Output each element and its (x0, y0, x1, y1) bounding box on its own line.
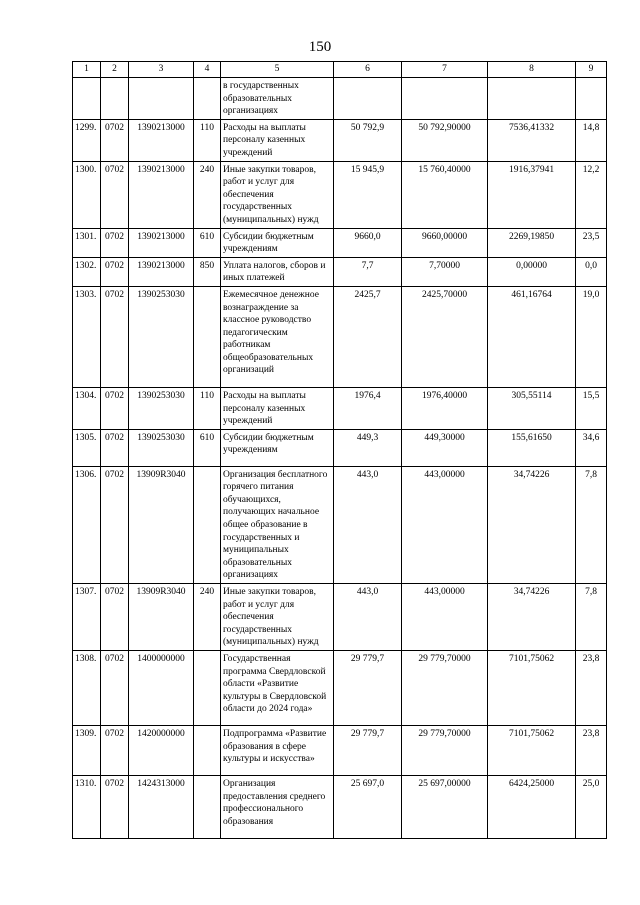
row-number-cell: 1310. (73, 776, 101, 839)
row-number-cell: 1299. (73, 119, 101, 161)
table-row (73, 228, 607, 257)
section-code-cell: 0702 (101, 429, 129, 466)
target-article-cell: 1390253030 (129, 286, 194, 387)
executed-amount-cell (488, 78, 576, 120)
refined-amount-cell: 15 760,40000 (402, 161, 488, 228)
item-name-cell: Расходы на выплаты персоналу казенных учреждений (221, 119, 334, 161)
item-name-cell: Субсидии бюджетным учреждениям (221, 429, 334, 466)
executed-amount-cell: 1916,37941 (488, 161, 576, 228)
table-row (73, 584, 607, 651)
target-article-cell: 13909R3040 (129, 466, 194, 583)
item-name-cell: Организация предоставления среднего профессионального образования (221, 776, 334, 839)
header-cell: 5 (221, 62, 334, 78)
item-name-cell: Иные закупки товаров, работ и услуг для обеспечения государственных (муниципальных) нужд (221, 161, 334, 228)
percent-cell: 19,0 (576, 286, 607, 387)
approved-amount-cell: 7,7 (334, 257, 402, 286)
percent-cell: 12,2 (576, 161, 607, 228)
section-code-cell: 0702 (101, 119, 129, 161)
row-number-cell: 1304. (73, 387, 101, 429)
section-code-cell: 0702 (101, 286, 129, 387)
table-row (73, 651, 607, 726)
executed-amount-cell: 0,00000 (488, 257, 576, 286)
expense-type-cell: 850 (194, 257, 221, 286)
header-row (73, 62, 607, 78)
target-article-cell: 1390213000 (129, 257, 194, 286)
item-name-cell: Государственная программа Свердловской области «Развитие культуры в Свердловской области до 2024 года» (221, 651, 334, 726)
approved-amount-cell: 50 792,9 (334, 119, 402, 161)
header-cell: 9 (576, 62, 607, 78)
section-code-cell: 0702 (101, 726, 129, 776)
percent-cell: 23,8 (576, 726, 607, 776)
executed-amount-cell: 7101,75062 (488, 726, 576, 776)
approved-amount-cell: 29 779,7 (334, 651, 402, 726)
expense-type-cell (194, 466, 221, 583)
header-cell: 4 (194, 62, 221, 78)
table-row (73, 466, 607, 583)
table-row (73, 776, 607, 839)
approved-amount-cell (334, 78, 402, 120)
header-cell: 7 (402, 62, 488, 78)
refined-amount-cell: 2425,70000 (402, 286, 488, 387)
executed-amount-cell: 34,74226 (488, 584, 576, 651)
target-article-cell: 1390213000 (129, 161, 194, 228)
header-cell: 2 (101, 62, 129, 78)
expense-type-cell: 610 (194, 228, 221, 257)
percent-cell: 7,8 (576, 584, 607, 651)
target-article-cell: 1390213000 (129, 119, 194, 161)
item-name-cell: Уплата налогов, сборов и иных платежей (221, 257, 334, 286)
table-row (73, 257, 607, 286)
target-article-cell: 1420000000 (129, 726, 194, 776)
approved-amount-cell: 443,0 (334, 584, 402, 651)
refined-amount-cell: 29 779,70000 (402, 651, 488, 726)
table-row (73, 286, 607, 387)
refined-amount-cell: 1976,40000 (402, 387, 488, 429)
target-article-cell: 1424313000 (129, 776, 194, 839)
item-name-cell: Подпрограмма «Развитие образования в сфере культуры и искусства» (221, 726, 334, 776)
target-article-cell: 13909R3040 (129, 584, 194, 651)
budget-table (72, 61, 607, 839)
expense-type-cell: 610 (194, 429, 221, 466)
refined-amount-cell: 7,70000 (402, 257, 488, 286)
percent-cell: 25,0 (576, 776, 607, 839)
item-name-cell: Расходы на выплаты персоналу казенных учреждений (221, 387, 334, 429)
section-code-cell: 0702 (101, 387, 129, 429)
executed-amount-cell: 2269,19850 (488, 228, 576, 257)
target-article-cell (129, 78, 194, 120)
percent-cell: 23,8 (576, 651, 607, 726)
expense-type-cell (194, 776, 221, 839)
executed-amount-cell: 7101,75062 (488, 651, 576, 726)
percent-cell: 14,8 (576, 119, 607, 161)
approved-amount-cell: 25 697,0 (334, 776, 402, 839)
expense-type-cell: 110 (194, 387, 221, 429)
approved-amount-cell: 1976,4 (334, 387, 402, 429)
expense-type-cell (194, 651, 221, 726)
executed-amount-cell: 6424,25000 (488, 776, 576, 839)
header-cell: 8 (488, 62, 576, 78)
section-code-cell (101, 78, 129, 120)
percent-cell: 0,0 (576, 257, 607, 286)
approved-amount-cell: 443,0 (334, 466, 402, 583)
table-row (73, 726, 607, 776)
expense-type-cell (194, 726, 221, 776)
table-row (73, 429, 607, 466)
item-name-cell: Иные закупки товаров, работ и услуг для обеспечения государственных (муниципальных) нужд (221, 584, 334, 651)
row-number-cell: 1309. (73, 726, 101, 776)
item-name-cell: Субсидии бюджетным учреждениям (221, 228, 334, 257)
executed-amount-cell: 34,74226 (488, 466, 576, 583)
row-number-cell: 1300. (73, 161, 101, 228)
expense-type-cell (194, 78, 221, 120)
table-row (73, 387, 607, 429)
approved-amount-cell: 9660,0 (334, 228, 402, 257)
section-code-cell: 0702 (101, 161, 129, 228)
percent-cell: 34,6 (576, 429, 607, 466)
expense-type-cell (194, 286, 221, 387)
percent-cell: 7,8 (576, 466, 607, 583)
row-number-cell: 1305. (73, 429, 101, 466)
section-code-cell: 0702 (101, 466, 129, 583)
refined-amount-cell (402, 78, 488, 120)
row-number-cell (73, 78, 101, 120)
refined-amount-cell: 443,00000 (402, 466, 488, 583)
header-cell: 1 (73, 62, 101, 78)
row-number-cell: 1302. (73, 257, 101, 286)
section-code-cell: 0702 (101, 228, 129, 257)
approved-amount-cell: 29 779,7 (334, 726, 402, 776)
row-number-cell: 1301. (73, 228, 101, 257)
row-number-cell: 1306. (73, 466, 101, 583)
refined-amount-cell: 29 779,70000 (402, 726, 488, 776)
target-article-cell: 1400000000 (129, 651, 194, 726)
target-article-cell: 1390253030 (129, 429, 194, 466)
item-name-cell: Ежемесячное денежное вознаграждение за классное руководство педагогическим работникам общеобразовательных организаций (221, 286, 334, 387)
executed-amount-cell: 305,55114 (488, 387, 576, 429)
executed-amount-cell: 461,16764 (488, 286, 576, 387)
target-article-cell: 1390253030 (129, 387, 194, 429)
page-number: 150 (308, 39, 332, 55)
section-code-cell: 0702 (101, 584, 129, 651)
row-number-cell: 1307. (73, 584, 101, 651)
expense-type-cell: 240 (194, 161, 221, 228)
executed-amount-cell: 155,61650 (488, 429, 576, 466)
approved-amount-cell: 15 945,9 (334, 161, 402, 228)
row-number-cell: 1303. (73, 286, 101, 387)
item-name-cell: в государственных образовательных организациях (221, 78, 334, 120)
percent-cell: 23,5 (576, 228, 607, 257)
approved-amount-cell: 449,3 (334, 429, 402, 466)
percent-cell (576, 78, 607, 120)
executed-amount-cell: 7536,41332 (488, 119, 576, 161)
refined-amount-cell: 449,30000 (402, 429, 488, 466)
header-cell: 6 (334, 62, 402, 78)
refined-amount-cell: 25 697,00000 (402, 776, 488, 839)
table-row (73, 119, 607, 161)
expense-type-cell: 110 (194, 119, 221, 161)
section-code-cell: 0702 (101, 651, 129, 726)
refined-amount-cell: 443,00000 (402, 584, 488, 651)
section-code-cell: 0702 (101, 257, 129, 286)
section-code-cell: 0702 (101, 776, 129, 839)
percent-cell: 15,5 (576, 387, 607, 429)
table-row (73, 78, 607, 120)
refined-amount-cell: 9660,00000 (402, 228, 488, 257)
table-row (73, 161, 607, 228)
approved-amount-cell: 2425,7 (334, 286, 402, 387)
target-article-cell: 1390213000 (129, 228, 194, 257)
header-cell: 3 (129, 62, 194, 78)
expense-type-cell: 240 (194, 584, 221, 651)
refined-amount-cell: 50 792,90000 (402, 119, 488, 161)
row-number-cell: 1308. (73, 651, 101, 726)
item-name-cell: Организация бесплатного горячего питания обучающихся, получающих начальное общее образование в государственных и муниципальных образовательных организациях (221, 466, 334, 583)
